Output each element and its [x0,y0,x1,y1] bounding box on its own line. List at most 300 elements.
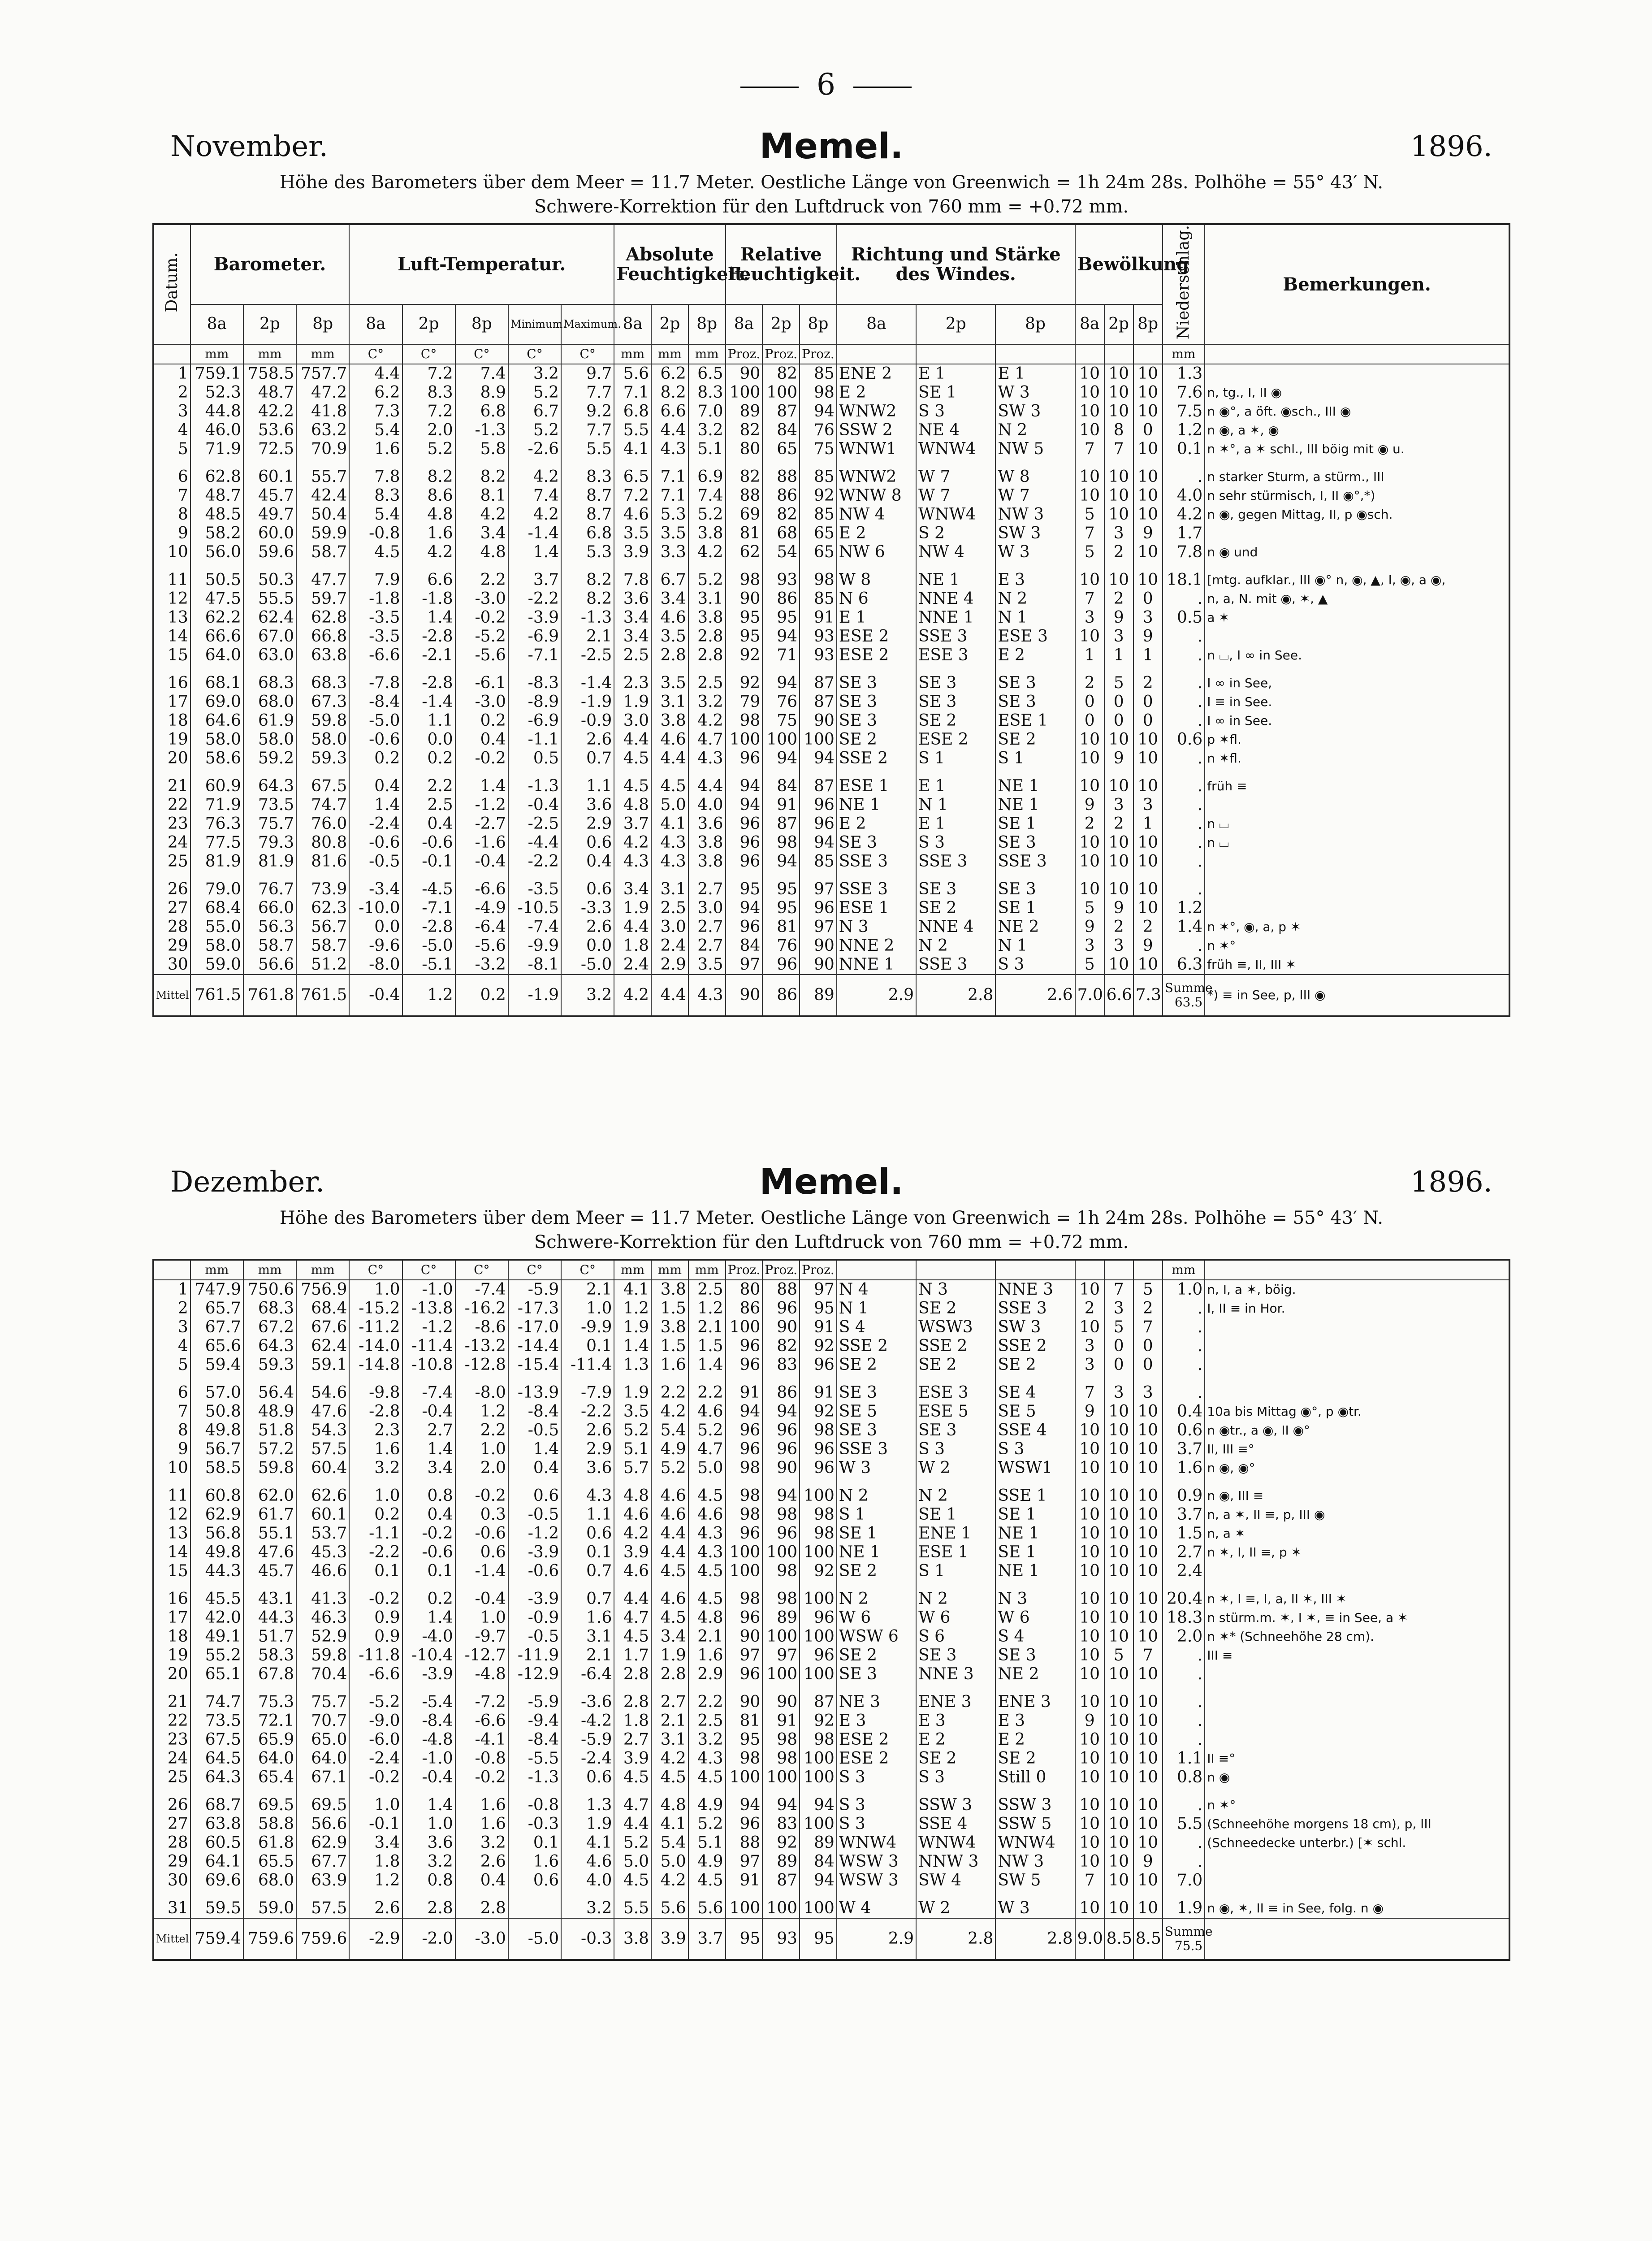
temperature-value: 4.2 [508,468,561,486]
absolute-humidity-value: 1.2 [614,1299,651,1318]
unit-label: mm [1163,1260,1205,1280]
wind-value: NNE 3 [916,1665,995,1684]
cloud-value: 10 [1075,402,1104,421]
temperature-value: 0.7 [561,1590,614,1608]
temperature-value: -1.0 [402,1749,455,1768]
cloud-value: 0 [1133,693,1163,711]
cloud-value: 10 [1075,1646,1104,1665]
relative-humidity-value: 98 [762,1730,800,1749]
table-row [153,880,1509,899]
absolute-humidity-value: 4.5 [688,1590,726,1608]
absolute-humidity-value: 7.1 [614,383,651,402]
barometer-value: 62.4 [296,1337,349,1356]
wind-value: SW 3 [995,1318,1075,1337]
barometer-value: 73.9 [296,880,349,899]
barometer-value: 59.3 [296,749,349,768]
temperature-value: 7.2 [402,364,455,383]
temperature-value: -9.9 [561,1318,614,1337]
header-barometer: Barometer. [190,224,350,304]
temperature-value: 0.2 [402,1590,455,1608]
temperature-value: 2.3 [349,1421,402,1440]
precipitation-value: 3.7 [1163,1505,1205,1524]
table-row [153,1730,1509,1749]
wind-value: SSW 2 [837,421,916,440]
remark-text: II ≡° [1205,1749,1509,1768]
relative-humidity-value: 76 [762,936,800,955]
cloud-value: 10 [1133,1899,1163,1918]
temperature-value: 8.6 [402,486,455,505]
cloud-value: 10 [1104,1852,1133,1871]
absolute-humidity-value: 4.2 [651,1402,688,1421]
subheader-h8a: 8a [1075,304,1104,344]
temperature-value: -0.2 [455,1487,508,1505]
temperature-value: 0.6 [455,1543,508,1562]
wind-value: ESE 2 [916,730,995,749]
table-row [153,383,1509,402]
remark-text: n, I, a ✶, böig. [1205,1280,1509,1299]
unit-label: mm [296,1260,349,1280]
temperature-value: 8.3 [349,486,402,505]
day-number: 11 [153,1487,190,1505]
cloud-value: 10 [1104,1421,1133,1440]
relative-humidity-value: 96 [726,852,763,871]
mean-barometer: 759.4 [190,1918,243,1960]
absolute-humidity-value: 4.7 [688,1440,726,1459]
relative-humidity-value: 62 [726,543,763,562]
temperature-value: 3.1 [561,1627,614,1646]
wind-value: W 6 [837,1608,916,1627]
temperature-value: 0.1 [561,1337,614,1356]
temperature-value: 3.2 [508,364,561,383]
relative-humidity-value: 100 [726,730,763,749]
relative-humidity-value: 65 [762,440,800,459]
wind-value: SSE 2 [916,1337,995,1356]
precipitation-value: . [1163,749,1205,768]
barometer-value: 63.0 [243,646,296,665]
barometer-value: 42.0 [190,1608,243,1627]
barometer-value: 56.6 [243,955,296,975]
relative-humidity-value: 96 [800,1608,837,1627]
mean-cloud: 7.3 [1133,975,1163,1016]
absolute-humidity-value: 1.4 [614,1337,651,1356]
relative-humidity-value: 91 [762,796,800,815]
barometer-value: 55.1 [243,1524,296,1543]
absolute-humidity-value: 3.3 [651,543,688,562]
relative-humidity-value: 98 [726,1749,763,1768]
precipitation-value: . [1163,1383,1205,1402]
day-number: 29 [153,936,190,955]
cloud-value: 10 [1104,955,1133,975]
absolute-humidity-value: 1.5 [688,1337,726,1356]
wind-value: ESE 2 [837,1730,916,1749]
absolute-humidity-value: 5.6 [688,1899,726,1918]
wind-value: W 8 [995,468,1075,486]
table-row [153,674,1509,693]
unit-blank [1075,344,1104,364]
temperature-value: -3.9 [508,608,561,627]
absolute-humidity-value: 3.9 [614,1749,651,1768]
absolute-humidity-value: 4.3 [688,1524,726,1543]
mean-wind-strength: 2.8 [916,975,995,1016]
absolute-humidity-value: 4.5 [614,1768,651,1787]
relative-humidity-value: 84 [800,1852,837,1871]
absolute-humidity-value: 4.6 [651,1590,688,1608]
barometer-value: 48.5 [190,505,243,524]
relative-humidity-value: 100 [800,1899,837,1918]
temperature-value: 1.4 [402,1796,455,1815]
cloud-value: 10 [1104,1608,1133,1627]
cloud-value: 1 [1075,646,1104,665]
temperature-value: -6.9 [508,627,561,646]
cloud-value: 3 [1133,608,1163,627]
wind-value: NNE 1 [916,608,995,627]
relative-humidity-value: 94 [800,1871,837,1890]
mean-barometer: 759.6 [296,1918,349,1960]
temperature-value: 9.7 [561,364,614,383]
absolute-humidity-value: 5.3 [651,505,688,524]
temperature-value: -5.4 [402,1693,455,1712]
relative-humidity-value: 87 [762,1871,800,1890]
precipitation-value: . [1163,815,1205,833]
cloud-value: 10 [1075,833,1104,852]
unit-label: C° [508,1260,561,1280]
barometer-value: 67.2 [243,1318,296,1337]
cloud-value: 10 [1075,777,1104,796]
temperature-value: 3.6 [561,796,614,815]
absolute-humidity-value: 1.9 [651,1646,688,1665]
wind-value: SE 3 [837,711,916,730]
temperature-value: 3.2 [402,1852,455,1871]
cloud-value: 10 [1133,543,1163,562]
day-number: 8 [153,505,190,524]
precipitation-value: . [1163,1299,1205,1318]
remark-text: n, a ✶, II ≡, p, III ◉ [1205,1505,1509,1524]
day-number: 27 [153,1815,190,1834]
precipitation-value: . [1163,833,1205,852]
temperature-value: 0.4 [402,815,455,833]
cloud-value: 10 [1104,1505,1133,1524]
absolute-humidity-value: 4.1 [651,1815,688,1834]
wind-value: SSE 2 [995,1337,1075,1356]
temperature-value [508,1899,561,1918]
temperature-value: 8.7 [561,505,614,524]
temperature-value: 7.7 [561,383,614,402]
wind-value: E 1 [916,815,995,833]
day-number: 23 [153,815,190,833]
relative-humidity-value: 100 [726,1768,763,1787]
wind-value: SE 3 [916,674,995,693]
year-title: 1896. [1410,1166,1492,1199]
absolute-humidity-value: 5.0 [688,1459,726,1478]
wind-value: NNE 1 [837,955,916,975]
cloud-value: 10 [1133,402,1163,421]
precipitation-value: . [1163,1796,1205,1815]
wind-value: SE 2 [916,1356,995,1374]
wind-value: SE 3 [995,693,1075,711]
day-number: 28 [153,918,190,936]
barometer-value: 62.9 [296,1834,349,1852]
cloud-value: 10 [1104,1440,1133,1459]
cloud-value: 3 [1075,936,1104,955]
table-row [153,1815,1509,1834]
station-title: Memel. [759,1162,904,1202]
wind-value: N 2 [995,421,1075,440]
temperature-value: 0.0 [402,730,455,749]
temperature-value: 1.4 [402,608,455,627]
temperature-value: 0.0 [561,936,614,955]
temperature-value: -4.8 [455,1665,508,1684]
subheader-h8p: 8p [1133,304,1163,344]
temperature-value: 2.1 [561,627,614,646]
cloud-value: 7 [1075,1871,1104,1890]
wind-value: W 6 [995,1608,1075,1627]
temperature-value: -3.0 [455,590,508,608]
relative-humidity-value: 79 [726,693,763,711]
relative-humidity-value: 91 [800,1318,837,1337]
barometer-value: 73.5 [190,1712,243,1730]
table-row [153,486,1509,505]
barometer-value: 46.6 [296,1562,349,1581]
temperature-value: -9.8 [349,1383,402,1402]
relative-humidity-value: 98 [800,1505,837,1524]
relative-humidity-value: 82 [762,505,800,524]
temperature-value: -14.8 [349,1356,402,1374]
relative-humidity-value: 88 [726,1834,763,1852]
unit-label: C° [561,344,614,364]
absolute-humidity-value: 1.9 [614,899,651,918]
cloud-value: 10 [1075,627,1104,646]
wind-value: SE 1 [995,1543,1075,1562]
cloud-value: 10 [1075,1730,1104,1749]
precipitation-value: . [1163,1337,1205,1356]
mean-relative-humidity: 90 [726,975,763,1016]
mean-cloud: 8.5 [1133,1918,1163,1960]
month-title: Dezember. [170,1166,325,1199]
wind-value: SSE 3 [916,627,995,646]
temperature-value: -8.6 [455,1318,508,1337]
relative-humidity-value: 93 [800,627,837,646]
temperature-value: 1.4 [508,1440,561,1459]
cloud-value: 7 [1104,1280,1133,1299]
relative-humidity-value: 94 [762,749,800,768]
temperature-value: -0.2 [455,1768,508,1787]
temperature-value: -3.9 [508,1590,561,1608]
wind-value: N 3 [837,918,916,936]
wind-value: ENE 3 [995,1693,1075,1712]
relative-humidity-value: 94 [726,1796,763,1815]
relative-humidity-value: 54 [762,543,800,562]
header-temperature: Luft-Temperatur. [349,224,614,304]
barometer-value: 46.3 [296,1608,349,1627]
temperature-value: -8.4 [349,693,402,711]
precipitation-value: 7.5 [1163,402,1205,421]
wind-value: NW 6 [837,543,916,562]
cloud-value: 10 [1075,1590,1104,1608]
absolute-humidity-value: 6.7 [651,571,688,590]
remark-text [1205,1356,1509,1374]
temperature-value: 2.6 [349,1899,402,1918]
station-title: Memel. [759,126,904,167]
barometer-value: 64.0 [243,1749,296,1768]
wind-value: SE 1 [916,1505,995,1524]
header-relative-humidity: Relative Feuchtigkeit. [726,224,837,304]
relative-humidity-value: 88 [726,486,763,505]
temperature-value: 1.6 [561,1608,614,1627]
temperature-value: -1.3 [455,421,508,440]
absolute-humidity-value: 3.9 [614,543,651,562]
mean-row [153,975,1509,1016]
relative-humidity-value: 100 [800,1627,837,1646]
unit-label: C° [561,1260,614,1280]
absolute-humidity-value: 3.8 [688,524,726,543]
temperature-value: -0.9 [508,1608,561,1627]
cloud-value: 10 [1133,730,1163,749]
temperature-value: 5.8 [455,440,508,459]
barometer-value: 76.0 [296,815,349,833]
wind-value: SE 3 [916,1646,995,1665]
barometer-value: 79.3 [243,833,296,852]
wind-value: N 3 [995,1590,1075,1608]
temperature-value: -7.2 [455,1693,508,1712]
unit-label: mm [614,344,651,364]
day-number: 6 [153,1383,190,1402]
november-section [152,126,1510,1017]
relative-humidity-value: 97 [726,955,763,975]
temperature-value: -0.4 [402,1402,455,1421]
wind-value: SSE 3 [837,1440,916,1459]
cloud-value: 10 [1104,402,1133,421]
table-row [153,468,1509,486]
cloud-value: 9 [1133,524,1163,543]
absolute-humidity-value: 2.5 [688,674,726,693]
mean-absolute-humidity: 3.8 [614,1918,651,1960]
relative-humidity-value: 82 [762,1337,800,1356]
barometer-value: 56.3 [243,918,296,936]
barometer-value: 48.9 [243,1402,296,1421]
cloud-value: 10 [1104,833,1133,852]
absolute-humidity-value: 2.4 [614,955,651,975]
cloud-value: 10 [1075,1627,1104,1646]
wind-value: E 1 [916,364,995,383]
temperature-value: 1.3 [561,1796,614,1815]
remark-text: p ✶fl. [1205,730,1509,749]
temperature-value: -5.0 [561,955,614,975]
mean-wind-strength: 2.6 [995,975,1075,1016]
barometer-value: 47.6 [243,1543,296,1562]
remark-text: n ✶°, a ✶ schl., III böig mit ◉ u. [1205,440,1509,459]
table-row [153,693,1509,711]
absolute-humidity-value: 4.2 [651,1749,688,1768]
remark-text: n ✶, I, II ≡, p ✶ [1205,1543,1509,1562]
relative-humidity-value: 83 [762,1815,800,1834]
barometer-value: 58.2 [190,524,243,543]
absolute-humidity-value: 3.9 [614,1543,651,1562]
mean-temperature: -3.0 [455,1918,508,1960]
day-number: 29 [153,1852,190,1871]
relative-humidity-value: 100 [762,1543,800,1562]
cloud-value: 10 [1075,1749,1104,1768]
cloud-value: 10 [1133,899,1163,918]
relative-humidity-value: 84 [726,936,763,955]
absolute-humidity-value: 3.2 [688,1730,726,1749]
wind-value: NW 4 [916,543,995,562]
temperature-value: -8.4 [508,1402,561,1421]
temperature-value: -13.9 [508,1383,561,1402]
relative-humidity-value: 96 [800,1440,837,1459]
absolute-humidity-value: 4.9 [651,1440,688,1459]
temperature-value: -2.1 [402,646,455,665]
temperature-value: -1.2 [402,1318,455,1337]
temperature-value: -4.4 [508,833,561,852]
barometer-value: 71.9 [190,796,243,815]
cloud-value: 0 [1075,693,1104,711]
absolute-humidity-value: 3.8 [651,1280,688,1299]
temperature-value: -8.3 [508,674,561,693]
absolute-humidity-value: 4.5 [614,749,651,768]
absolute-humidity-value: 2.7 [688,936,726,955]
unit-label: mm [190,344,243,364]
absolute-humidity-value: 6.9 [688,468,726,486]
temperature-value: 0.2 [455,711,508,730]
relative-humidity-value: 85 [800,505,837,524]
relative-humidity-value: 98 [726,571,763,590]
mean-temperature: 3.2 [561,975,614,1016]
day-number: 18 [153,711,190,730]
precipitation-value: 0.6 [1163,730,1205,749]
barometer-value: 47.5 [190,590,243,608]
cloud-value: 7 [1075,1383,1104,1402]
cloud-value: 10 [1133,1796,1163,1815]
table-row [153,627,1509,646]
temperature-value: -5.2 [455,627,508,646]
temperature-value: -0.1 [402,852,455,871]
cloud-value: 7 [1104,440,1133,459]
absolute-humidity-value: 4.1 [651,815,688,833]
barometer-value: 77.5 [190,833,243,852]
barometer-value: 44.3 [243,1608,296,1627]
cloud-value: 10 [1133,1871,1163,1890]
precipitation-value: . [1163,1665,1205,1684]
table-row [153,1590,1509,1608]
header-datum: Datum. [153,224,190,344]
precipitation-value: 1.2 [1163,899,1205,918]
cloud-value: 10 [1133,1815,1163,1834]
barometer-value: 67.7 [296,1852,349,1871]
wind-value: SSW 3 [916,1796,995,1815]
temperature-value: -2.7 [455,815,508,833]
temperature-value: -1.9 [561,693,614,711]
absolute-humidity-value: 4.5 [651,1608,688,1627]
day-number: 18 [153,1627,190,1646]
temperature-value: -10.8 [402,1356,455,1374]
temperature-value: 5.2 [508,421,561,440]
cloud-value: 9 [1075,1402,1104,1421]
day-number: 4 [153,1337,190,1356]
table-row [153,1608,1509,1627]
cloud-value: 2 [1133,1299,1163,1318]
cloud-value: 10 [1104,1749,1133,1768]
cloud-value: 10 [1075,1421,1104,1440]
table-row [153,543,1509,562]
absolute-humidity-value: 2.4 [651,936,688,955]
absolute-humidity-value: 3.5 [614,524,651,543]
relative-humidity-value: 87 [762,815,800,833]
cloud-value: 5 [1104,674,1133,693]
cloud-value: 10 [1075,1834,1104,1852]
relative-humidity-value: 98 [726,1505,763,1524]
temperature-value: -11.2 [349,1318,402,1337]
remark-text: n ◉ [1205,1768,1509,1787]
